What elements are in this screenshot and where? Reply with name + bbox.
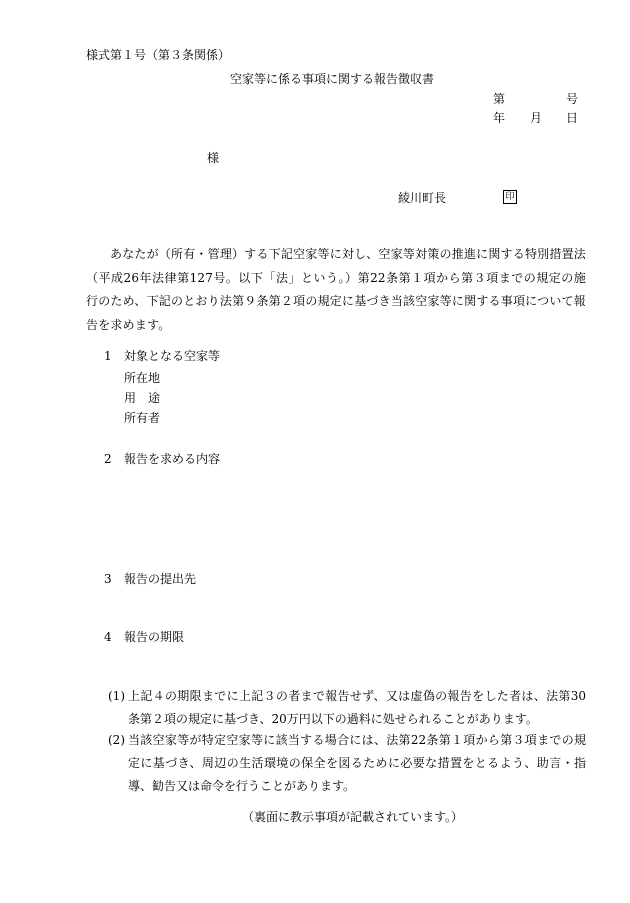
date-year: 年 — [493, 111, 506, 125]
note-2 — [108, 729, 586, 798]
item-4-label: 報告の期限 — [124, 630, 185, 644]
sub-item-location: 所在地 — [124, 371, 161, 385]
note-1 — [108, 685, 586, 731]
item-3-label: 報告の提出先 — [124, 572, 197, 586]
doc-number-prefix: 第 — [493, 92, 506, 106]
item-1-label: 対象となる空家等 — [124, 349, 221, 363]
issuer: 綾川町長 — [398, 191, 447, 205]
document-title: 空家等に係る事項に関する報告徴収書 — [230, 72, 435, 86]
body-paragraph: あなたが（所有・管理）する下記空家等に対し、空家等対策の推進に関する特別措置法（平成26年法律第127号。以下「法」という。）第22条第１項から第３項までの規定の施行のため、下記のとおり法第９条第２項の規定に基づき当該空家等に関する事項について報告を求めます。 — [86, 247, 586, 332]
item-4-number: 4 — [104, 630, 112, 644]
sub-item-owner: 所有者 — [124, 411, 161, 425]
addressee-suffix: 様 — [207, 151, 220, 165]
item-2-number: 2 — [104, 452, 112, 466]
note-2-number: (2) — [108, 733, 125, 747]
footer-note: （裏面に教示事項が記載されています。） — [242, 810, 464, 824]
form-number: 様式第１号（第３条関係） — [86, 48, 231, 62]
note-1-number: (1) — [108, 689, 125, 703]
item-3-number: 3 — [104, 572, 112, 586]
doc-number-suffix: 号 — [566, 92, 579, 106]
item-2-label: 報告を求める内容 — [124, 452, 221, 466]
sub-item-use: 用 途 — [124, 391, 161, 405]
note-1-text: 上記４の期限までに上記３の者まで報告せず、又は虚偽の報告をした者は、法第30条第２項の規定に基づき、20万円以下の過料に処せられることがあります。 — [128, 689, 586, 726]
note-2-text: 当該空家等が特定空家等に該当する場合には、法第22条第１項から第３項までの規定に基づき、周辺の生活環境の保全を図るために必要な措置をとるよう、助言・指導、勧告又は命令を行うことがあります。 — [128, 733, 586, 793]
date-month: 月 — [530, 111, 543, 125]
seal-mark: 印 — [503, 190, 517, 204]
date-day: 日 — [566, 111, 579, 125]
item-1-number: 1 — [104, 349, 112, 363]
